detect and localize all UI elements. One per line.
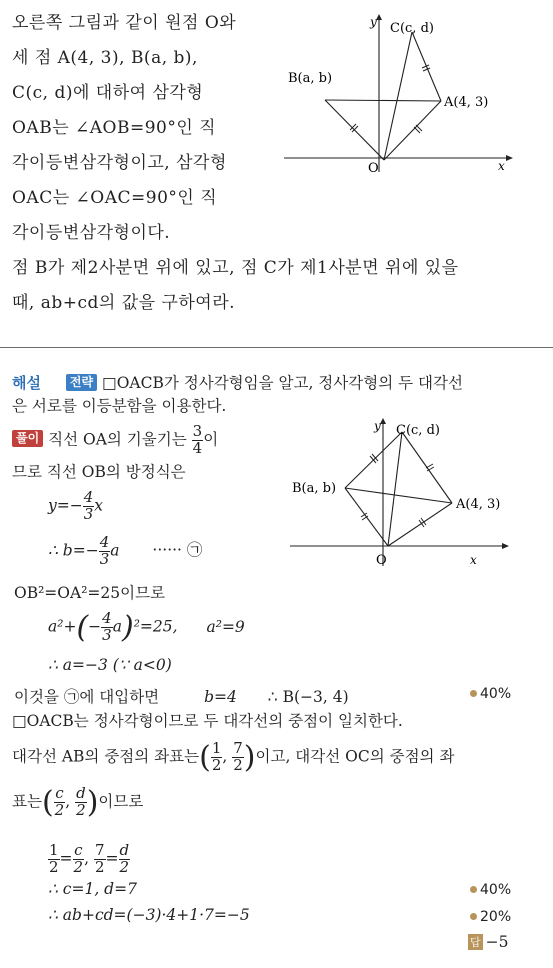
- answer-label: 답: [470, 936, 481, 949]
- y-axis-label: y: [374, 419, 381, 433]
- x-axis-label: x: [498, 159, 505, 173]
- equation-12: ∴ ab+cd=(−3)·4+1·7=−5: [48, 906, 250, 924]
- equation-2: ∴ b=− $\frac{4}{3}$ a ······ ㉠: [48, 533, 203, 568]
- step-9: 표는( $\frac{c}{2}$ , $\frac{d}{2}$ )이므로: [12, 784, 144, 820]
- answer-tag: 풀이: [12, 430, 43, 447]
- step-1: [12, 424, 218, 457]
- origin-label: O: [368, 161, 379, 174]
- score-2: 40%: [470, 882, 511, 898]
- step-7: □OACB는 정사각형이므로 두 대각선의 중점이 일치한다.: [12, 712, 403, 730]
- segment-oa: [388, 503, 452, 546]
- problem-line-9: 때, ab+cd의 값을 구하여라.: [12, 293, 236, 313]
- problem-line-5: 각이등변삼각형이고, 삼각형: [12, 153, 227, 173]
- step-6: 이것을 ㉠에 대입하면 b=4 ∴ B(−3, 4): [14, 688, 349, 706]
- segment-oc: [388, 432, 402, 546]
- problem-line-8: 점 B가 제2사분면 위에 있고, 점 C가 제1사분면 위에 있을: [12, 258, 459, 278]
- origin-label: O: [376, 553, 387, 568]
- step-2: 므로 직선 OB의 방정식은: [12, 463, 186, 481]
- segment-ab: [345, 488, 452, 503]
- strategy-line-2: 은 서로를 이등분함을 이용한다.: [12, 397, 227, 415]
- slope-fraction: $\frac{3}{4}$: [192, 422, 203, 457]
- score-dot-icon: [470, 690, 477, 697]
- segment-oc: [384, 32, 412, 160]
- point-b-label: B(a, b): [288, 71, 333, 86]
- section-divider: [0, 347, 553, 348]
- equation-11: ∴ c=1, d=7: [48, 880, 137, 898]
- strategy-text: □OACB가 정사각형임을 알고, 정사각형의 두 대각선: [102, 374, 463, 392]
- strategy-line-1: [12, 371, 463, 393]
- point-a-label: A(4, 3): [444, 95, 489, 110]
- score-dot-icon: [470, 913, 477, 920]
- equation-1: y=− $\frac{4}{3}$ x: [48, 488, 104, 523]
- point-c-label: C(c, d): [396, 423, 440, 438]
- point-b-label: B(a, b): [292, 481, 337, 496]
- step-8: 대각선 AB의 중점의 좌표는( $\frac{1}{2}$ , $\frac{7}{2}$ )이고, 대각선 OC의 중점의 좌: [12, 739, 455, 775]
- step-1-post: 이: [203, 430, 219, 449]
- y-axis-label: y: [370, 15, 377, 29]
- problem-line-6: OAC는 ∠OAC=90°인 직: [12, 188, 218, 208]
- figure-2: [290, 416, 515, 576]
- score-3: 20%: [470, 909, 511, 925]
- equation-3: OB²=OA²=25이므로: [14, 584, 166, 602]
- score-1: 40%: [470, 686, 511, 702]
- problem-line-3: C(c, d)에 대하여 삼각형: [12, 83, 204, 103]
- equation-5: ∴ a=−3 (∵ a<0): [48, 656, 172, 674]
- problem-line-4: OAB는 ∠AOB=90°인 직: [12, 118, 217, 138]
- segment-ab: [325, 100, 441, 101]
- final-answer: 답 −5: [470, 933, 509, 951]
- problem-line-7: 각이등변삼각형이다.: [12, 223, 171, 243]
- equation-4: a²+(− $\frac{4}{3}$ a)²=25, a²=9: [48, 609, 245, 645]
- segment-oa: [384, 101, 441, 160]
- x-axis-label: x: [470, 553, 477, 567]
- strategy-tag: 전략: [66, 374, 97, 391]
- solution-heading: 해설: [12, 374, 41, 392]
- problem-line-2: 세 점 A(4, 3), B(a, b),: [12, 48, 198, 68]
- problem-line-1: 오른쪽 그림과 같이 원점 O와: [12, 13, 237, 33]
- score-dot-icon: [470, 886, 477, 893]
- step-1-text: 직선 OA의 기울기는: [48, 430, 187, 449]
- point-a-label: A(4, 3): [456, 497, 501, 512]
- point-c-label: C(c, d): [390, 21, 434, 36]
- equation-10: $\frac{1}{2}$ = $\frac{c}{2}$ , $\frac{7}{2}$ = $\frac{d}{2}$: [49, 841, 130, 876]
- figure-1: [284, 14, 514, 174]
